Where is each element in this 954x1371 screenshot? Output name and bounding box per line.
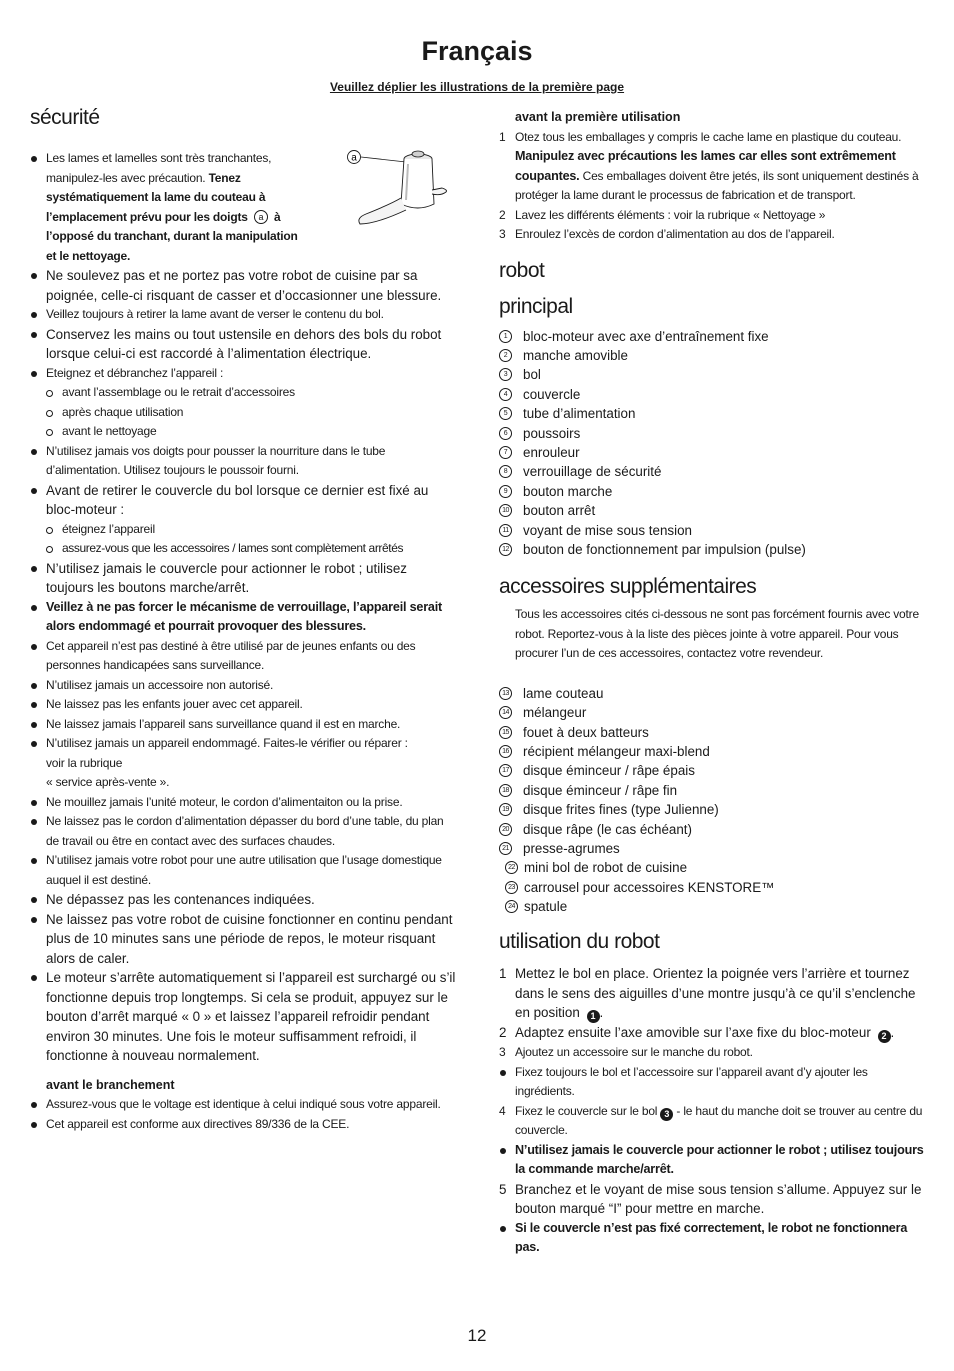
safety-bullet-6: N’utilisez jamais vos doigts pour pousser la nourriture dans le tube d’alimentation. Utilisez toujours le poussoir fourni. [30,442,458,481]
circled-number-icon: 10 [499,504,512,517]
accessory-label: mini bol de robot de cuisine [524,860,688,876]
safety-bullet-15: Ne mouillez jamais l’unité moteur, le cordon d’alimentaiton ou la prise. [30,793,458,813]
finger-position-marker: a [254,210,268,224]
part-item [499,365,929,384]
circled-number-icon: 20 [499,823,512,836]
accessory-item [499,703,929,722]
safety-bullet-13: Ne laissez jamais l’appareil sans surveillance quand il est en marche. [30,715,458,735]
accessory-label: lame couteau [523,685,604,701]
part-label: bouton marche [523,483,613,499]
page-title: Français [421,36,533,66]
part-item [499,501,929,520]
part-item [499,385,929,404]
safety-bullet-8: N’utilisez jamais le couvercle pour actionner le robot ; utilisez toujours les boutons marche/arrêt. [30,559,458,598]
accessory-item [499,878,929,897]
part-item [499,443,929,462]
circled-number-icon: 9 [499,485,512,498]
first-use-step-3: 3 Enroulez l’excès de cordon d’alimentation au dos de l’appareil. [499,227,835,241]
circled-number-icon: 8 [499,465,512,478]
safety-bullet-14-continued: « service après-vente ». [46,775,170,789]
page-number: 12 [467,1326,487,1345]
usage-step-4: 4 Fixez le couvercle sur le bol 3 - le haut du manche doit se trouver au centre du couvercle. [499,1103,923,1138]
safety-bullet-19: Ne laissez pas votre robot de cuisine fonctionner en continu pendant plus de 10 minutes sans une période de repos, le moteur risquant alors de caler. [30,910,458,969]
safety-bullet-11: N’utilisez jamais un accessoire non autorisé. [30,676,458,696]
first-use-step-1: 1 Otez tous les emballages y compris le cache lame en plastique du couteau. Manipulez avec précautions les lames car elles sont extrêmement coupantes. Ces emballages doivent être jetés, ils sont uniquement destinés à protéger la lame durant le processus de fabrication et de transport. [499,129,919,202]
part-item [499,404,929,423]
part-label: bol [523,367,541,383]
part-label: tube d’alimentation [523,406,636,422]
part-label: manche amovible [523,348,628,364]
part-item [499,462,929,481]
accessory-label: disque râpe (le cas échéant) [523,821,692,837]
circled-number-icon: 2 [499,349,512,362]
parts-list [499,327,929,560]
accessory-item [499,800,929,819]
usage-step-2: 2 Adaptez ensuite l’axe amovible sur l’axe fixe du bloc-moteur 2 . [499,1025,895,1042]
safety-bullet-16: Ne laissez pas le cordon d’alimentation dépasser du bord d’une table, du plan de travail ou être en contact avec des surfaces chaudes. [30,812,458,851]
securite-heading: sécurité [30,106,100,129]
circled-number-icon: 24 [505,900,518,913]
safety-bullet-2: Ne soulevez pas et ne portez pas votre robot de cuisine par sa poignée, celle-ci risquant de casser et d’occasionner une blessure. [30,266,458,305]
circled-number-icon: 1 [499,330,512,343]
safety-bullet-17: N’utilisez jamais votre robot pour une autre utilisation que l’usage domestique auquel il est destiné. [30,851,458,890]
safety-subitem: éteignez l’appareil [30,520,458,540]
position-3-marker: 3 [660,1108,673,1121]
safety-bullet-18: Ne dépassez pas les contenances indiquées. [30,890,458,910]
accessory-label: spatule [524,899,568,915]
accessory-item [499,684,929,703]
accessory-item [499,742,929,761]
part-label: couvercle [523,386,581,402]
robot-heading: robot [499,258,545,282]
safety-bullet-12: Ne laissez pas les enfants jouer avec cet appareil. [30,695,458,715]
circled-number-icon: 13 [499,687,512,700]
circled-number-icon: 6 [499,427,512,440]
part-item [499,520,929,539]
accessory-label: récipient mélangeur maxi-blend [523,744,710,760]
utilisation-heading: utilisation du robot [499,930,660,954]
safety-bullet-3: Veillez toujours à retirer la lame avant de verser le contenu du bol. [30,305,458,325]
circled-number-icon: 15 [499,726,512,739]
circled-number-icon: 21 [499,842,512,855]
principal-heading: principal [499,294,573,318]
circled-number-icon: 5 [499,407,512,420]
page-subtitle: Veuillez déplier les illustrations de la première page [329,80,625,94]
accessory-item [499,781,929,800]
right-column [499,108,929,1258]
part-label: enrouleur [523,445,580,461]
circled-number-icon: 4 [499,388,512,401]
usage-bullet-3: Si le couvercle n’est pas fixé correctement, le robot ne fonctionnera pas. [499,1219,929,1258]
part-label: bouton arrêt [523,503,596,519]
safety-bullet-10: Cet appareil n’est pas destiné à être utilisé par de jeunes enfants ou des personnes handicapées sans surveillance. [30,637,458,676]
safety-subitem: assurez-vous que les accessoires / lames sont complètement arrêtés [30,539,458,559]
usage-step-5: 5 Branchez et le voyant de mise sous tension s’allume. Appuyez sur le bouton marqué “I” pour mettre en marche. [499,1181,922,1217]
accessory-label: disque frites fines (type Julienne) [523,802,719,818]
first-use-heading: avant la première utilisation [515,110,681,124]
usage-step-3: 3 Ajoutez un accessoire sur le manche du robot. [499,1045,753,1060]
circled-number-icon: 3 [499,368,512,381]
first-use-step-2: 2 Lavez les différents éléments : voir la rubrique « Nettoyage » [499,207,826,222]
part-label: voyant de mise sous tension [523,522,692,538]
safety-bullet-5: Eteignez et débranchez l’appareil : [30,364,458,384]
part-item [499,327,929,346]
part-label: verrouillage de sécurité [523,464,662,480]
part-label: bouton de fonctionnement par impulsion (pulse) [523,541,806,557]
safety-bullet-14: N’utilisez jamais un appareil endommagé. Faites-le vérifier ou réparer : voir la rubrique [30,734,426,773]
usage-step-1: 1 Mettez le bol en place. Orientez la poignée vers l’arrière et tournez dans le sens des aiguilles d’une montre jusqu’à ce qu’il s’enclenche en position 1 . [499,966,916,1022]
part-label: bloc-moteur avec axe d’entraînement fixe [523,328,769,344]
accessory-label: mélangeur [523,705,587,721]
accessory-item [499,858,929,877]
safety-subitem: avant le nettoyage [30,422,458,442]
part-item [499,540,929,559]
safety-bullet-4: Conservez les mains ou tout ustensile en dehors des bols du robot lorsque celui-ci est raccordé à l’alimentation électrique. [30,325,458,364]
accessories-list [499,684,929,917]
accessory-item [499,819,929,838]
accessory-item [499,722,929,741]
branchement-heading: avant le branchement [46,1077,175,1092]
position-1-marker: 1 [587,1010,600,1023]
safety-bullet-7: Avant de retirer le couvercle du bol lorsque ce dernier est fixé au bloc-moteur : [30,481,458,520]
usage-bullet-1: Fixez toujours le bol et l’accessoire sur l’appareil avant d’y ajouter les ingrédients. [499,1063,929,1102]
figure-label: a [351,152,357,164]
circled-number-icon: 18 [499,784,512,797]
circled-number-icon: 7 [499,446,512,459]
accessory-label: carrousel pour accessoires KENSTORE™ [524,879,775,895]
part-item [499,423,929,442]
position-2-marker: 2 [878,1030,891,1043]
circled-number-icon: 22 [505,861,518,874]
part-label: poussoirs [523,425,581,441]
accessory-label: presse-agrumes [523,841,620,856]
safety-subitem: après chaque utilisation [30,403,458,423]
circled-number-icon: 11 [499,524,512,537]
safety-bullet-20: Le moteur s’arrête automatiquement si l’appareil est surchargé ou s’il fonctionne depuis trop longtemps. Si cela se produit, appuyez sur le bouton d’arrêt marqué « 0 » et laissez l’appareil refroidir pendant environ 30 minutes. Une fois le moteur suffisamment refroidi, il fonctionne à nouveau normalement. [30,968,458,1066]
safety-bullet-1: Les lames et lamelles sont très tranchantes, manipulez-les avec précaution. Tenez systématiquement la lame du couteau à l’emplacement prévu pour les doigts a à l’opposé du tranchant, durant la manipulation et le nettoyage. [30,149,306,266]
blade-icon [346,142,450,228]
circled-number-icon: 17 [499,764,512,777]
accessory-label: disque éminceur / râpe fin [523,782,678,798]
branchement-bullet-2: Cet appareil est conforme aux directives 89/336 de la CEE. [30,1115,458,1135]
part-item [499,346,929,365]
circled-number-icon: 16 [499,745,512,758]
accessory-label: disque éminceur / râpe épais [523,763,695,779]
safety-bullet-9: Veillez à ne pas forcer le mécanisme de verrouillage, l’appareil serait alors endommagé et pourrait provoquer des blessures. [30,598,458,637]
circled-number-icon: 14 [499,706,512,719]
accessory-label: fouet à deux batteurs [523,724,649,740]
circled-number-icon: 12 [499,543,512,556]
accessory-item [499,897,929,916]
left-column [30,106,458,1134]
knife-blade-illustration [346,142,450,228]
circled-number-icon: 19 [499,803,512,816]
accessories-heading: accessoires supplémentaires [499,575,757,599]
usage-bullet-2: N’utilisez jamais le couvercle pour actionner le robot ; utilisez toujours la commande marche/arrêt. [499,1141,929,1180]
branchement-bullet-1: Assurez-vous que le voltage est identique à celui indiqué sous votre appareil. [30,1095,458,1115]
circled-number-icon: 23 [505,881,518,894]
accessories-intro: Tous les accessoires cités ci-dessous ne sont pas forcément fournis avec votre robot. Reportez-vous à la liste des pièces jointe à votre appareil. Pour vous procurer l’un de ces accessoires, contactez votre revendeur. [515,607,919,661]
part-item [499,482,929,501]
accessory-item [499,839,929,858]
safety-subitem: avant l’assemblage ou le retrait d’accessoires [30,383,458,403]
accessory-item [499,761,929,780]
